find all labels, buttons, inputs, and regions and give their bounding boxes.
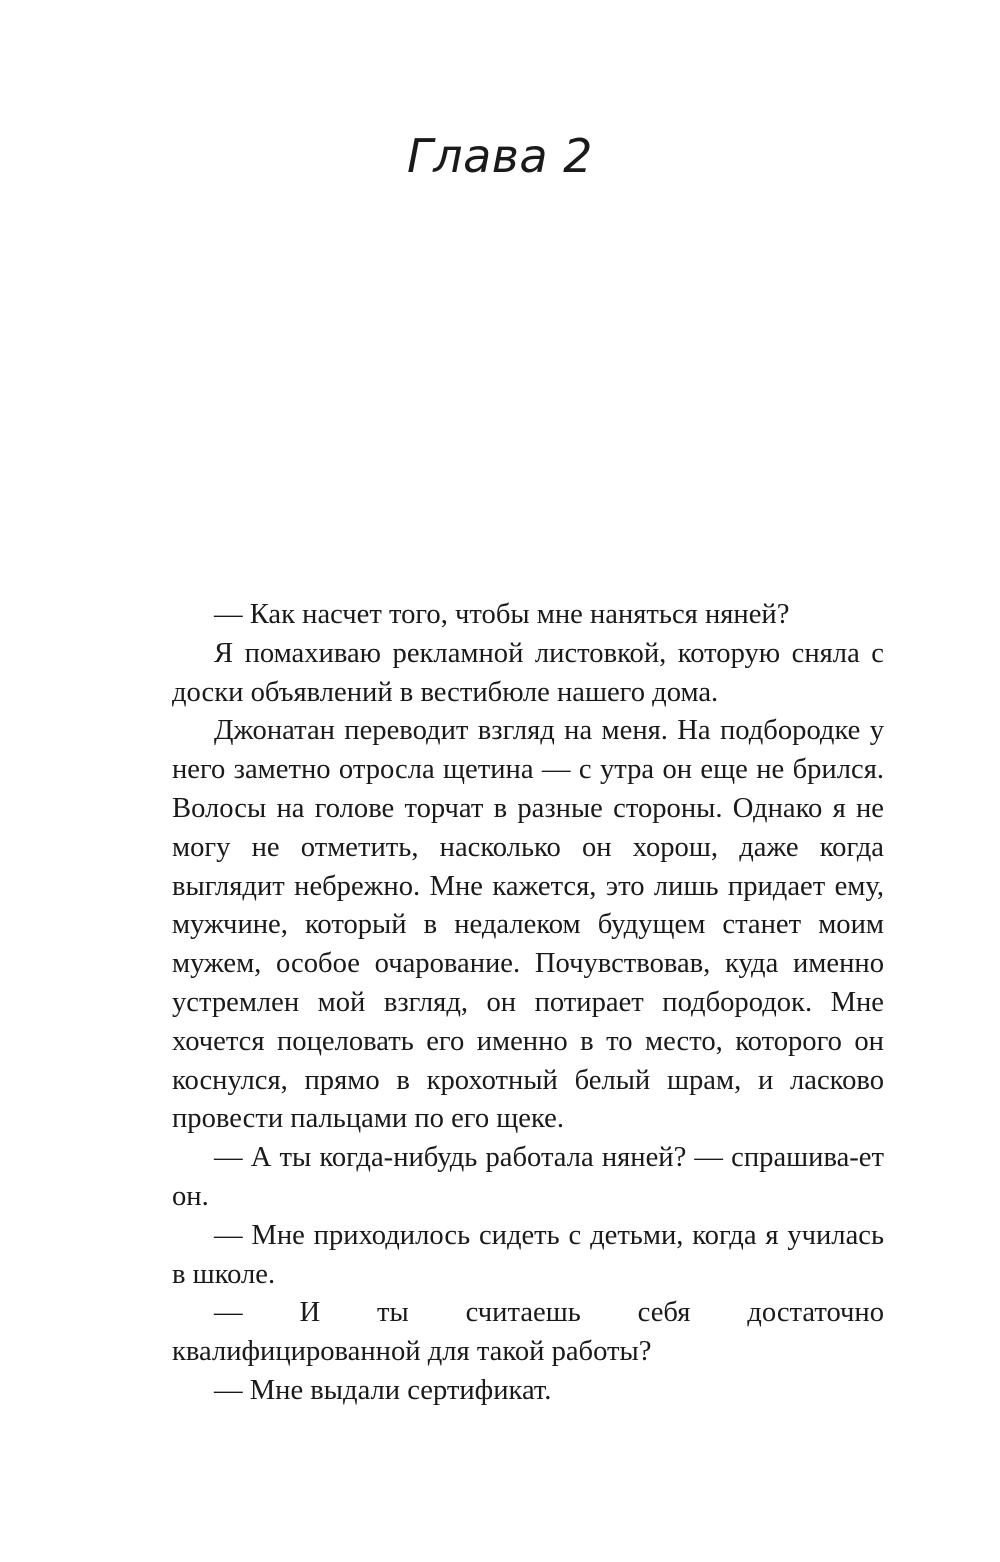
paragraph-narration-2: Джонатан переводит взгляд на меня. На подбородке у него заметно отросла щетина — с утра он еще не брился. Волосы на голове торчат в разные стороны. Однако я не могу не отметить, насколько он хорош, даже когда выглядит небрежно. Мне кажется, это лишь придает ему, мужчине, который в недалеком будущем станет моим мужем, особое очарование. Почувствовав, куда именно устремлен мой взгляд, он потирает подбородок. Мне хочется поцеловать его именно в то место, которого он коснулся, прямо в крохотный белый шрам, и ласково провести пальцами по его щеке. (172, 715, 884, 1135)
paragraph-dialogue-1: — Как насчет того, чтобы мне наняться няней? (214, 599, 790, 630)
chapter-title: Глава 2 (407, 129, 593, 183)
paragraph-dialogue-4: — И ты считаешь себя достаточно квалифицированной для такой работы? (172, 1297, 884, 1368)
paragraph-dialogue-3: — Мне приходилось сидеть с детьми, когда я училась в школе. (172, 1219, 884, 1290)
paragraph-dialogue-5: — Мне выдали сертификат. (214, 1374, 552, 1406)
paragraph-narration-1: Я помахиваю рекламной листовкой, которую сняла с доски объявлений в вестибюле нашего дома. (172, 637, 884, 708)
paragraph-dialogue-2: — А ты когда-нибудь работала няней? — спрашива-ет он. (172, 1142, 884, 1212)
body-text (172, 596, 884, 1411)
